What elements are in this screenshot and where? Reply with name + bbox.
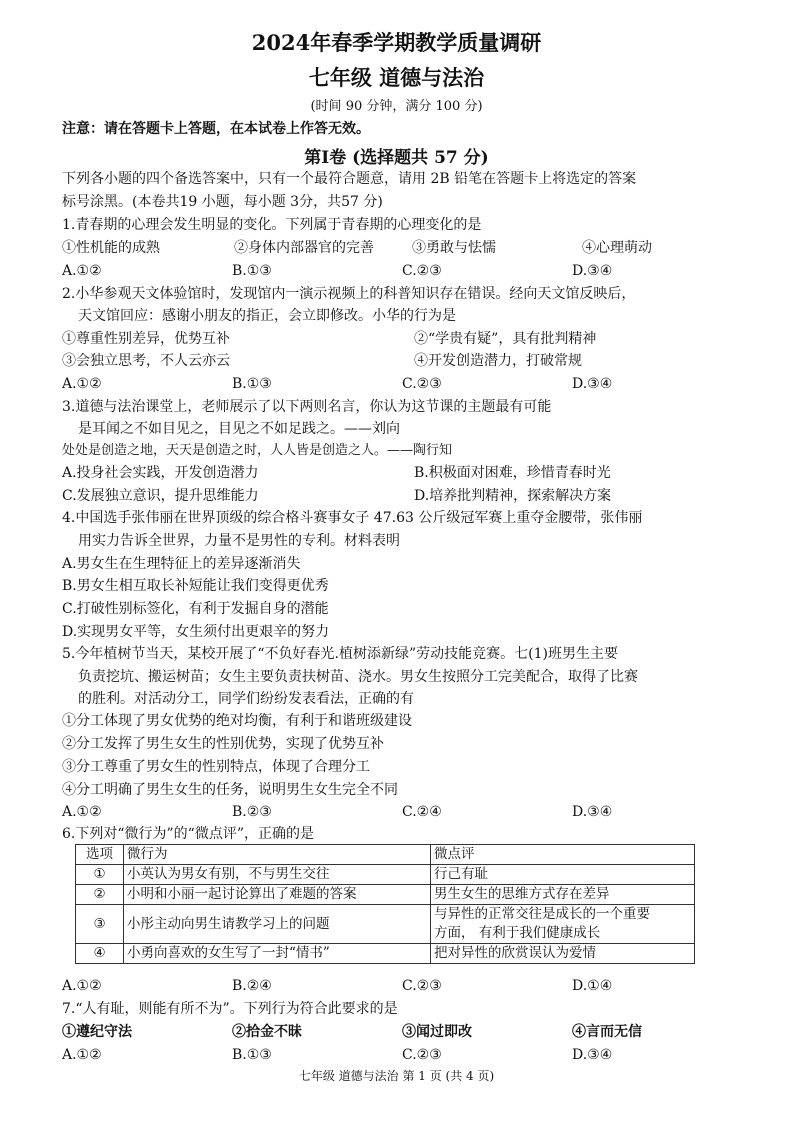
q2-options [62, 373, 742, 395]
q7-option-c[interactable]: C.②③ [402, 1047, 442, 1063]
table-header: 选项 [76, 845, 124, 865]
instructions-line-1: 下列各小题的四个备选答案中，只有一个最符合题意，请用 2B 铅笔在答题卡上将选定的答案 [62, 171, 637, 187]
q2-item: ③会独立思考，不人云亦云 [62, 353, 230, 369]
q2-stem-1: 2.小华参观天文体验馆时，发现馆内一演示视频上的科普知识存在错误。经向天文馆反映后， [62, 286, 636, 302]
table-cell [431, 905, 695, 944]
q7-item: ②拾金不昧 [232, 1024, 302, 1040]
q1-option-b[interactable]: B.①③ [232, 263, 272, 279]
q7-options [62, 1044, 742, 1066]
q3-quote-2: 处处是创造之地，天天是创造之时，人人皆是创造之人。——陶行知 [62, 443, 453, 458]
notice: 注意：请在答题卡上答题，在本试卷上作答无效。 [62, 121, 370, 137]
q6-option-d[interactable]: D.①④ [572, 978, 613, 994]
table-cell: ③ [76, 905, 124, 944]
q3-options-row-2 [62, 485, 742, 507]
q6-option-c[interactable]: C.②③ [402, 978, 442, 994]
q6-option-a[interactable]: A.①② [62, 978, 102, 994]
table-cell: 男生女生的思维方式存在差异 [431, 885, 695, 905]
exam-info: (时间 90 分钟，满分 100 分) [310, 99, 483, 114]
q1-option-d[interactable]: D.③④ [572, 263, 613, 279]
q6-options [62, 975, 742, 997]
q2-option-a[interactable]: A.①② [62, 376, 102, 392]
q4-option-d[interactable]: D.实现男女平等，女生须付出更艰辛的努力 [62, 624, 330, 640]
q1-item: ②身体内部器官的完善 [234, 240, 374, 256]
q2-item: ①尊重性别差异，优势互补 [62, 331, 230, 347]
q2-option-b[interactable]: B.①③ [232, 376, 272, 392]
table-cell-line: 方面， 有利于我们健康成长 [434, 925, 601, 941]
q5-stem-1: 5.今年植树节当天，某校开展了“不负好春光.植树添新绿”劳动技能竞赛。七(1)班男生主要 [62, 646, 618, 662]
page-footer: 七年级 道德与法治 第 1 页 (共 4 页) [298, 1069, 495, 1083]
instructions-line-2: 标号涂黑。(本卷共19 小题，每小题 3分，共57 分) [62, 194, 383, 210]
q5-item: ③分工尊重了男女生的性别特点，体现了合理分工 [62, 759, 370, 775]
q3-options-row-1 [62, 462, 742, 484]
q5-option-d[interactable]: D.③④ [572, 804, 613, 820]
exam-subtitle: 七年级 道德与法治 [308, 65, 485, 90]
table-header: 微行为 [124, 845, 431, 865]
q5-item: ④分工明确了男生女生的任务，说明男生女生完全不同 [62, 782, 398, 798]
q5-stem-3: 的胜利。对活动分工，同学们纷纷发表看法，正确的有 [78, 691, 414, 707]
q5-item: ①分工体现了男女优势的绝对均衡，有利于和谐班级建设 [62, 713, 412, 729]
q5-stem-2: 负责挖坑、搬运树苗；女生主要负责扶树苗、浇水。男女生按照分工完美配合，取得了比赛 [78, 669, 638, 685]
q2-option-d[interactable]: D.③④ [572, 376, 613, 392]
q7-option-a[interactable]: A.①② [62, 1047, 102, 1063]
table-row [76, 885, 695, 905]
q4-option-a[interactable]: A.男女生在生理特征上的差异逐渐消失 [62, 556, 301, 572]
q1-options [62, 260, 742, 282]
q3-option-c[interactable]: C.发展独立意识，提升思维能力 [62, 488, 259, 504]
q6-table [75, 844, 695, 964]
q3-option-a[interactable]: A.投身社会实践，开发创造潜力 [62, 465, 259, 481]
q2-option-c[interactable]: C.②③ [402, 376, 442, 392]
table-header-row [76, 845, 695, 865]
table-row [76, 905, 695, 944]
table-cell: ④ [76, 944, 124, 964]
q7-option-d[interactable]: D.③④ [572, 1047, 613, 1063]
q4-option-c[interactable]: C.打破性别标签化，有利于发掘自身的潜能 [62, 601, 329, 617]
q4-stem-1: 4.中国选手张伟丽在世界顶级的综合格斗赛事女子 47.63 公斤级冠军赛上重夺金腰带，张伟丽 [62, 510, 643, 526]
table-header: 微点评 [431, 845, 695, 865]
table-cell: 小明和小丽一起讨论算出了难题的答案 [124, 885, 431, 905]
q7-item: ③闻过即改 [402, 1024, 472, 1040]
q3-option-b[interactable]: B.积极面对困难，珍惜青春时光 [414, 465, 611, 481]
q6-stem: 6.下列对“微行为”的“微点评”，正确的是 [62, 826, 314, 842]
section-title: 第Ⅰ卷 (选择题共 57 分) [304, 148, 489, 168]
table-cell: ② [76, 885, 124, 905]
q1-item: ③勇敢与怯懦 [412, 240, 496, 256]
q5-option-c[interactable]: C.②④ [402, 804, 442, 820]
table-cell: 行己有耻 [431, 865, 695, 885]
q1-option-a[interactable]: A.①② [62, 263, 102, 279]
table-row [76, 944, 695, 964]
table-cell: 小彤主动向男生请教学习上的问题 [124, 905, 431, 944]
q6-option-b[interactable]: B.②④ [232, 978, 272, 994]
table-row [76, 865, 695, 885]
q1-stem: 1.青春期的心理会发生明显的变化。下列属于青春期的心理变化的是 [62, 217, 482, 233]
table-cell-line: 与异性的正常交往是成长的一个重要 [434, 906, 650, 922]
q3-stem: 3.道德与法治课堂上，老师展示了以下两则名言，你认为这节课的主题最有可能 [62, 399, 552, 415]
q5-item: ②分工发挥了男生女生的性别优势，实现了优势互补 [62, 736, 384, 752]
q5-option-b[interactable]: B.②③ [232, 804, 272, 820]
table-cell: 小勇向喜欢的女生写了一封“情书” [124, 944, 431, 964]
q7-item: ④言而无信 [572, 1024, 642, 1040]
table-cell: ① [76, 865, 124, 885]
q4-stem-2: 用实力告诉全世界，力量不是男性的专利。材料表明 [78, 533, 400, 549]
q7-items [62, 1021, 742, 1043]
q1-item: ④心理萌动 [582, 240, 652, 256]
q1-option-c[interactable]: C.②③ [402, 263, 442, 279]
q4-option-b[interactable]: B.男女生相互取长补短能让我们变得更优秀 [62, 578, 329, 594]
q3-option-d[interactable]: D.培养批判精神，探索解决方案 [414, 488, 612, 504]
q7-item: ①遵纪守法 [62, 1024, 132, 1040]
q2-item: ②“学贵有疑”，具有批判精神 [414, 331, 597, 347]
q1-item: ①性机能的成熟 [62, 240, 160, 256]
q7-stem: 7.“人有耻，则能有所不为”。下列行为符合此要求的是 [62, 1001, 398, 1017]
q5-option-a[interactable]: A.①② [62, 804, 102, 820]
q1-items [62, 237, 742, 259]
q5-options [62, 801, 742, 823]
table-cell: 把对异性的欣赏误认为爱情 [431, 944, 695, 964]
q2-items-row-1 [62, 328, 742, 350]
q2-item: ④开发创造潜力，打破常规 [414, 353, 582, 369]
q2-stem-2: 天文馆回应：感谢小朋友的指正，会立即修改。小华的行为是 [78, 308, 456, 324]
q2-items-row-2 [62, 350, 742, 372]
table-cell: 小英认为男女有别，不与男生交往 [124, 865, 431, 885]
q3-quote-1: 是耳闻之不如目见之，目见之不如足践之。——刘向 [78, 421, 400, 437]
q7-option-b[interactable]: B.①③ [232, 1047, 272, 1063]
exam-title: 2024年春季学期教学质量调研 [251, 30, 542, 55]
